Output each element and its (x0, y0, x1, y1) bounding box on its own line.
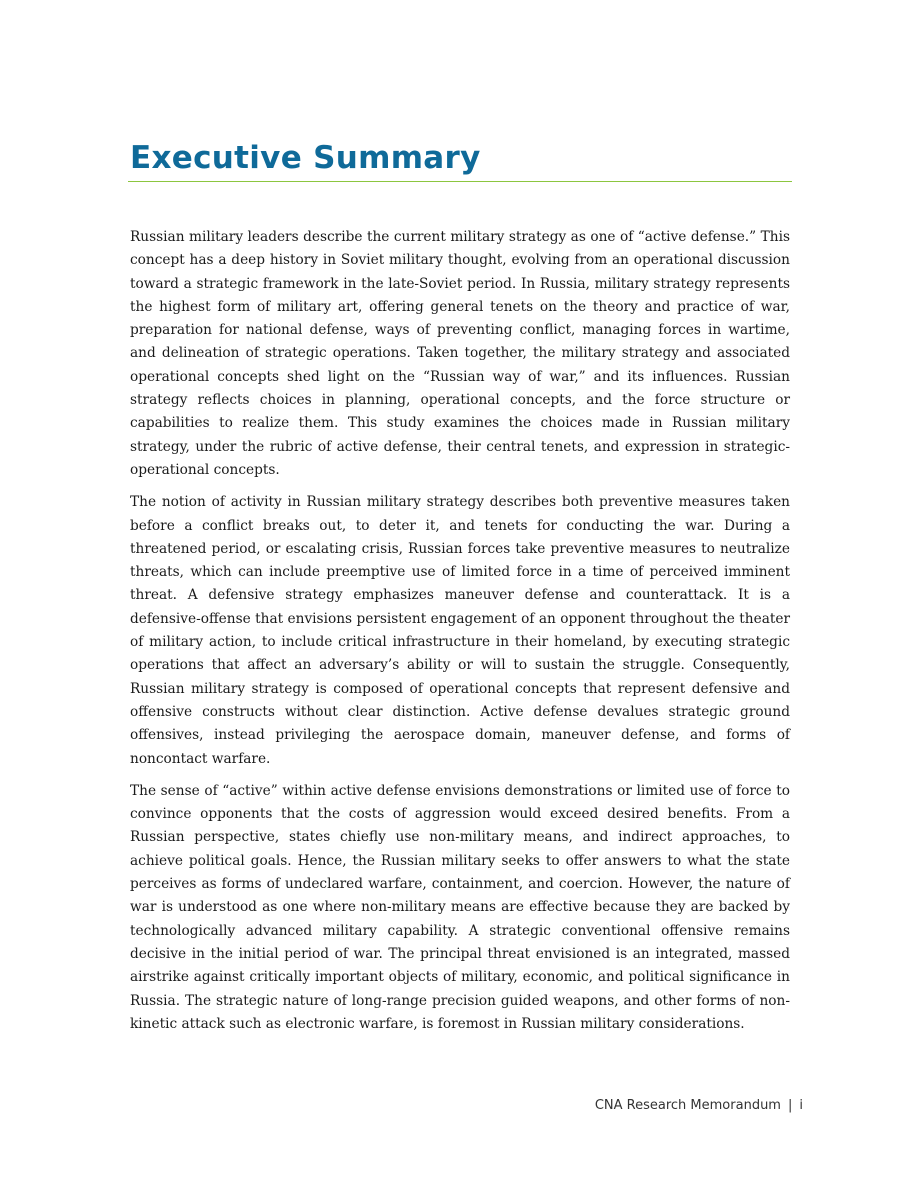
footer-page-number: i (799, 1098, 803, 1113)
footer-separator: | (787, 1098, 793, 1113)
page-title: Executive Summary (130, 140, 481, 176)
page-footer (595, 1098, 803, 1113)
footer-publication: CNA Research Memorandum (594, 1098, 781, 1113)
paragraph-1: Russian military leaders describe the current military strategy as one of “active defense.” This concept has a deep history in Soviet military thought, evolving from an operational discussion toward a strategic framework in the late-Soviet period. In Russia, military strategy represents the highest form of military art, offering general tenets on the theory and practice of war, preparation for national defense, ways of preventing conflict, managing forces in wartime, and delineation of strategic operations. Taken together, the military strategy and associated operational concepts shed light on the “Russian way of war,” and its influences. Russian strategy reflects choices in planning, operational concepts, and the force structure or capabilities to realize them. This study examines the choices made in Russian military strategy, under the rubric of active defense, their central tenets, and expression in strategic-operational concepts. (130, 229, 790, 478)
paragraph-2: The notion of activity in Russian military strategy describes both preventive measures taken before a conflict breaks out, to deter it, and tenets for conducting the war. During a threatened period, or escalating crisis, Russian forces take preventive measures to neutralize threats, which can include preemptive use of limited force in a time of perceived imminent threat. A defensive strategy emphasizes maneuver defense and counterattack. It is a defensive-offense that envisions persistent engagement of an opponent throughout the theater of military action, to include critical infrastructure in their homeland, by executing strategic operations that affect an adversary’s ability or will to sustain the struggle. Consequently, Russian military strategy is composed of operational concepts that represent defensive and offensive constructs without clear distinction. Active defense devalues strategic ground offensives, instead privileging the aerospace domain, maneuver defense, and forms of noncontact warfare. (130, 494, 790, 767)
title-underline (128, 181, 792, 182)
paragraph-3: The sense of “active” within active defense envisions demonstrations or limited use of force to convince opponents that the costs of aggression would exceed desired benefits. From a Russian perspective, states chiefly use non-military means, and indirect approaches, to achieve political goals. Hence, the Russian military seeks to offer answers to what the state perceives as forms of undeclared warfare, containment, and coercion. However, the nature of war is understood as one where non-military means are effective because they are backed by technologically advanced military capability. A strategic conventional offensive remains decisive in the initial period of war. The principal threat envisioned is an integrated, massed airstrike against critically important objects of military, economic, and political significance in Russia. The strategic nature of long-range precision guided weapons, and other forms of non-kinetic attack such as electronic warfare, is foremost in Russian military considerations. (130, 782, 790, 1032)
document-body (130, 226, 790, 1045)
